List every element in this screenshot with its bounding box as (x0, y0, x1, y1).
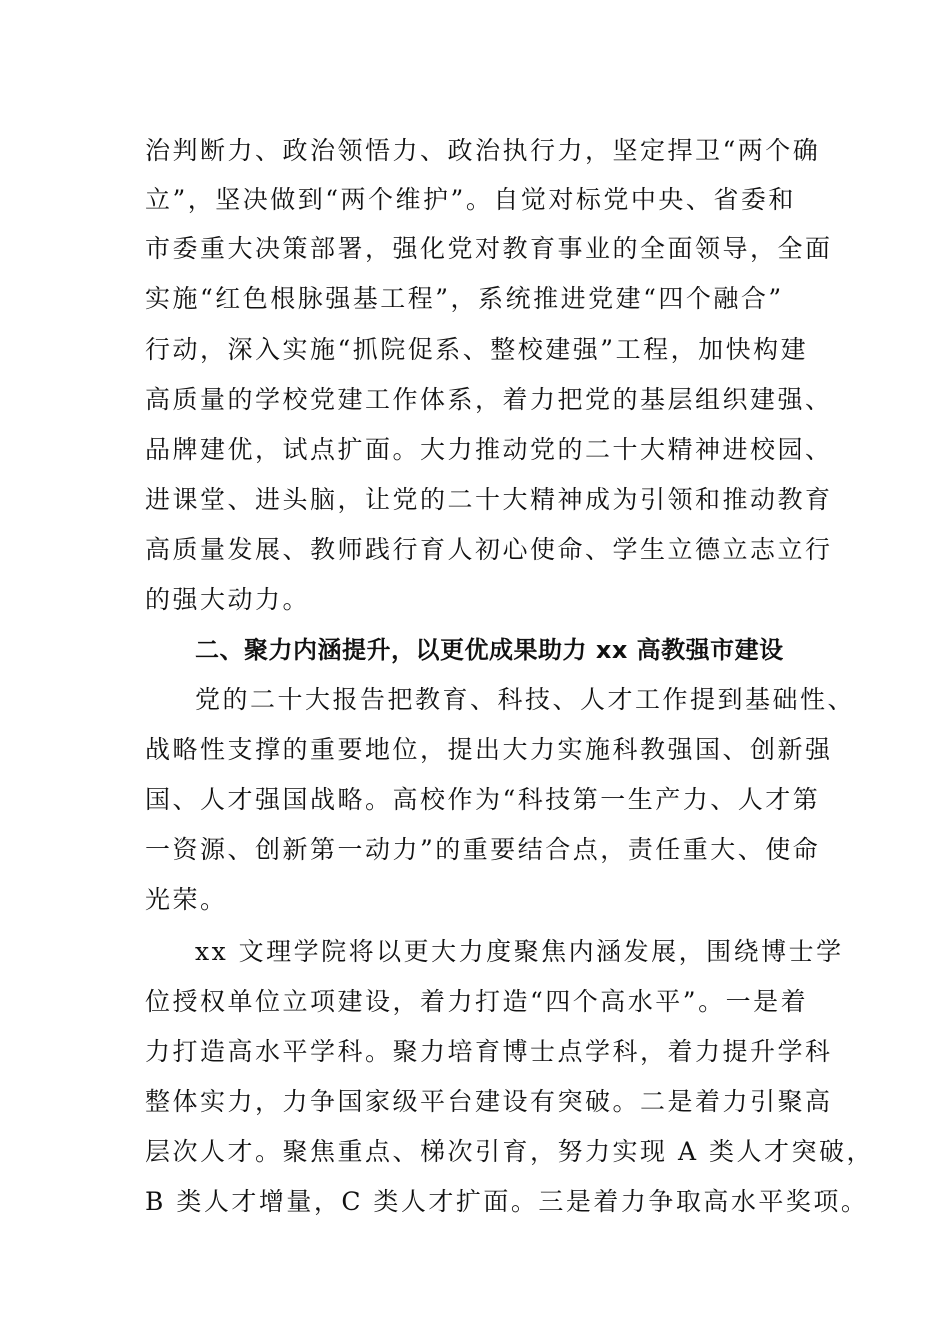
body-text-line: 行动，深入实施“抓院促系、整校建强”工程，加快构建 (145, 335, 809, 364)
body-text-line: 一资源、创新第一动力”的重要结合点，责任重大、使命 (145, 835, 821, 864)
body-text-line: 的强大动力。 (145, 585, 311, 614)
body-text-line: 市委重大决策部署，强化党对教育事业的全面领导，全面 (145, 234, 833, 263)
body-text-line: 战略性支撑的重要地位，提出大力实施科教强国、创新强 (145, 735, 833, 764)
body-text-line: B 类人才增量，C 类人才扩面。三是着力争取高水平奖项。 (145, 1187, 869, 1216)
body-text-line: xx 文理学院将以更大力度聚焦内涵发展，围绕博士学 (195, 937, 844, 966)
body-text-line: 进课堂、进头脑，让党的二十大精神成为引领和推动教育 (145, 485, 833, 514)
body-text-line: 国、人才强国战略。高校作为“科技第一生产力、人才第 (145, 785, 821, 814)
body-text-line: 高质量的学校党建工作体系，着力把党的基层组织建强、 (145, 385, 833, 414)
body-text-line: 治判断力、政治领悟力、政治执行力，坚定捍卫“两个确 (145, 136, 821, 165)
body-text-line: 党的二十大报告把教育、科技、人才工作提到基础性、 (195, 685, 856, 714)
body-text-line: 实施“红色根脉强基工程”，系统推进党建“四个融合” (145, 284, 784, 313)
body-text-line: 品牌建优，试点扩面。大力推动党的二十大精神进校园、 (145, 435, 833, 464)
body-text-line: 力打造高水平学科。聚力培育博士点学科，着力提升学科 (145, 1037, 833, 1066)
body-text-line: 光荣。 (145, 885, 228, 914)
body-text-line: 立”，坚决做到“两个维护”。自觉对标党中央、省委和 (145, 185, 796, 214)
body-text-line: 高质量发展、教师践行育人初心使命、学生立德立志立行 (145, 535, 833, 564)
body-text-line: 层次人才。聚焦重点、梯次引育，努力实现 A 类人才突破， (145, 1137, 874, 1166)
section-heading: 二、聚力内涵提升，以更优成果助力 xx 高教强市建设 (195, 636, 784, 664)
body-text-line: 位授权单位立项建设，着力打造“四个高水平”。一是着 (145, 987, 809, 1016)
body-text-line: 整体实力，力争国家级平台建设有突破。二是着力引聚高 (145, 1087, 833, 1116)
